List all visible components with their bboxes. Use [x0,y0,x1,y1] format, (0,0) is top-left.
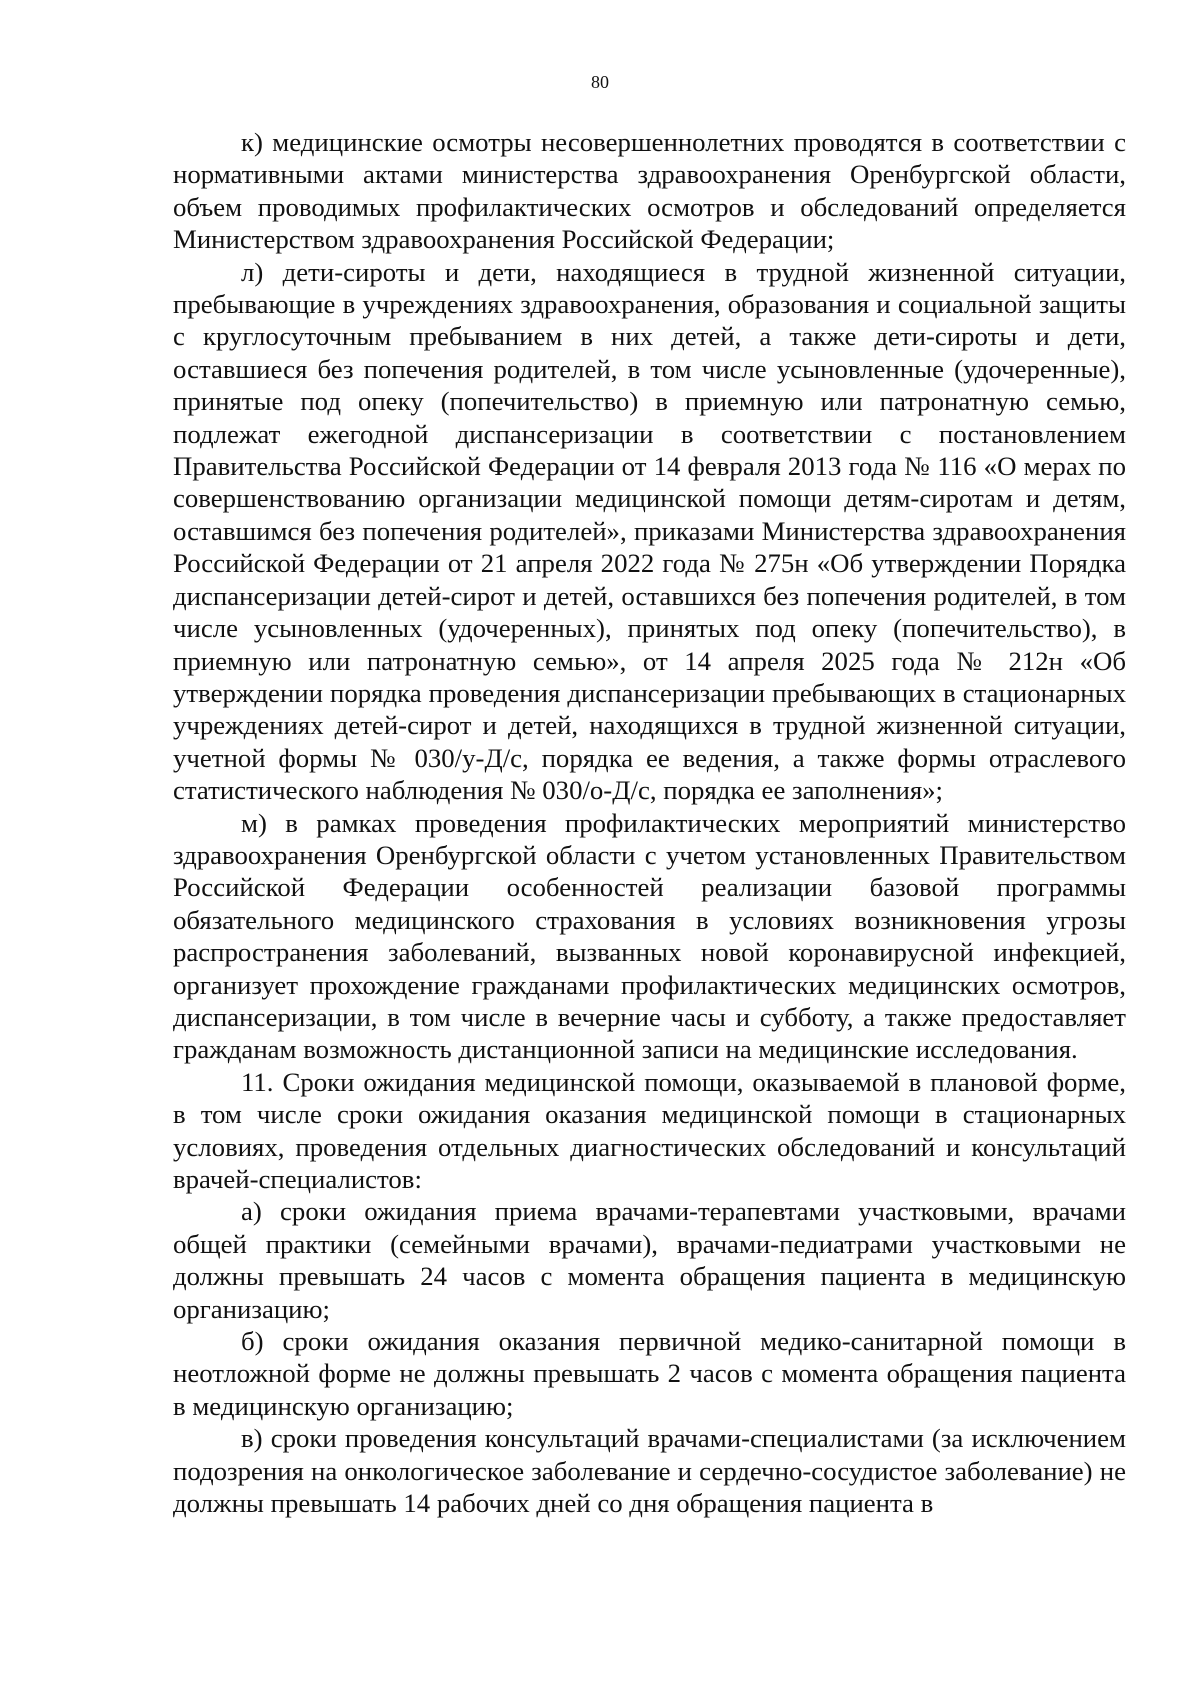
paragraph-a: а) сроки ожидания приема врачами-терапевтами участковыми, врачами общей практики (семейными врачами), врачами-педиатрами участковыми не должны превышать 24 часов с момента обращения пациента в медицинскую организацию; [173,1196,1126,1324]
paragraph-v: в) сроки проведения консультаций врачами-специалистами (за исключением подозрения на онкологическое заболевание и сердечно-сосудистое заболевание) не должны превышать 14 рабочих дней со дня обращения пациента в [173,1423,1126,1519]
paragraph-m: м) в рамках проведения профилактических мероприятий министерство здравоохранения Оренбургской области с учетом установленных Правительством Российской Федерации особенностей реализации базовой программы обязательного медицинского страхования в условиях возникновения угрозы распространения заболеваний, вызванных новой коронавирусной инфекцией, организует прохождение гражданами профилактических медицинских осмотров, диспансеризации, в том числе в вечерние часы и субботу, а также предоставляет гражданам возможность дистанционной записи на медицинские исследования. [173,807,1126,1065]
paragraph-b: б) сроки ожидания оказания первичной медико-санитарной помощи в неотложной форме не должны превышать 2 часов с момента обращения пациента в медицинскую организацию; [173,1326,1126,1421]
paragraph-l: л) дети-сироты и дети, находящиеся в трудной жизненной ситуации, пребывающие в учреждениях здравоохранения, образования и социальной защиты с круглосуточным пребыванием в них детей, а также дети-сироты и дети, оставшиеся без попечения родителей, в том числе усыновленные (удочеренные), принятые под опеку (попечительство) в приемную или патронатную семью, подлежат ежегодной диспансеризации в соответствии с постановлением Правительства Российской Федерации от 14 февраля 2013 года № 116 «О мерах по совершенствованию организации медицинской помощи детям-сиротам и детям, оставшимся без попечения родителей», приказами Министерства здравоохранения Российской Федерации от 21 апреля 2022 года № 275н «Об утверждении Порядка диспансеризации детей-сирот и детей, оставшихся без попечения родителей, в том числе усыновленных (удочеренных), принятых под опеку (попечительство), в приемную или патронатную семью», от 14 апреля 2025 года № 212н «Об утверждении порядка проведения диспансеризации пребывающих в стационарных учреждениях детей-сирот и детей, находящихся в трудной жизненной ситуации, учетной формы № 030/у-Д/с, порядка ее ведения, а также формы отраслевого статистического наблюдения № 030/о-Д/с, порядка ее заполнения»; [173,256,1126,806]
paragraph-k: к) медицинские осмотры несовершеннолетних проводятся в соответствии с нормативными актами министерства здравоохранения Оренбургской области, объем проводимых профилактических осмотров и обследований определяется Министерством здравоохранения Российской Федерации; [173,127,1126,255]
document-body [173,126,1126,1519]
page-number: 80 [591,72,609,92]
paragraph-section-11: 11. Сроки ожидания медицинской помощи, оказываемой в плановой форме, в том числе сроки ожидания оказания медицинской помощи в стационарных условиях, проведения отдельных диагностических обследований и консультаций врачей-специалистов: [173,1066,1126,1194]
